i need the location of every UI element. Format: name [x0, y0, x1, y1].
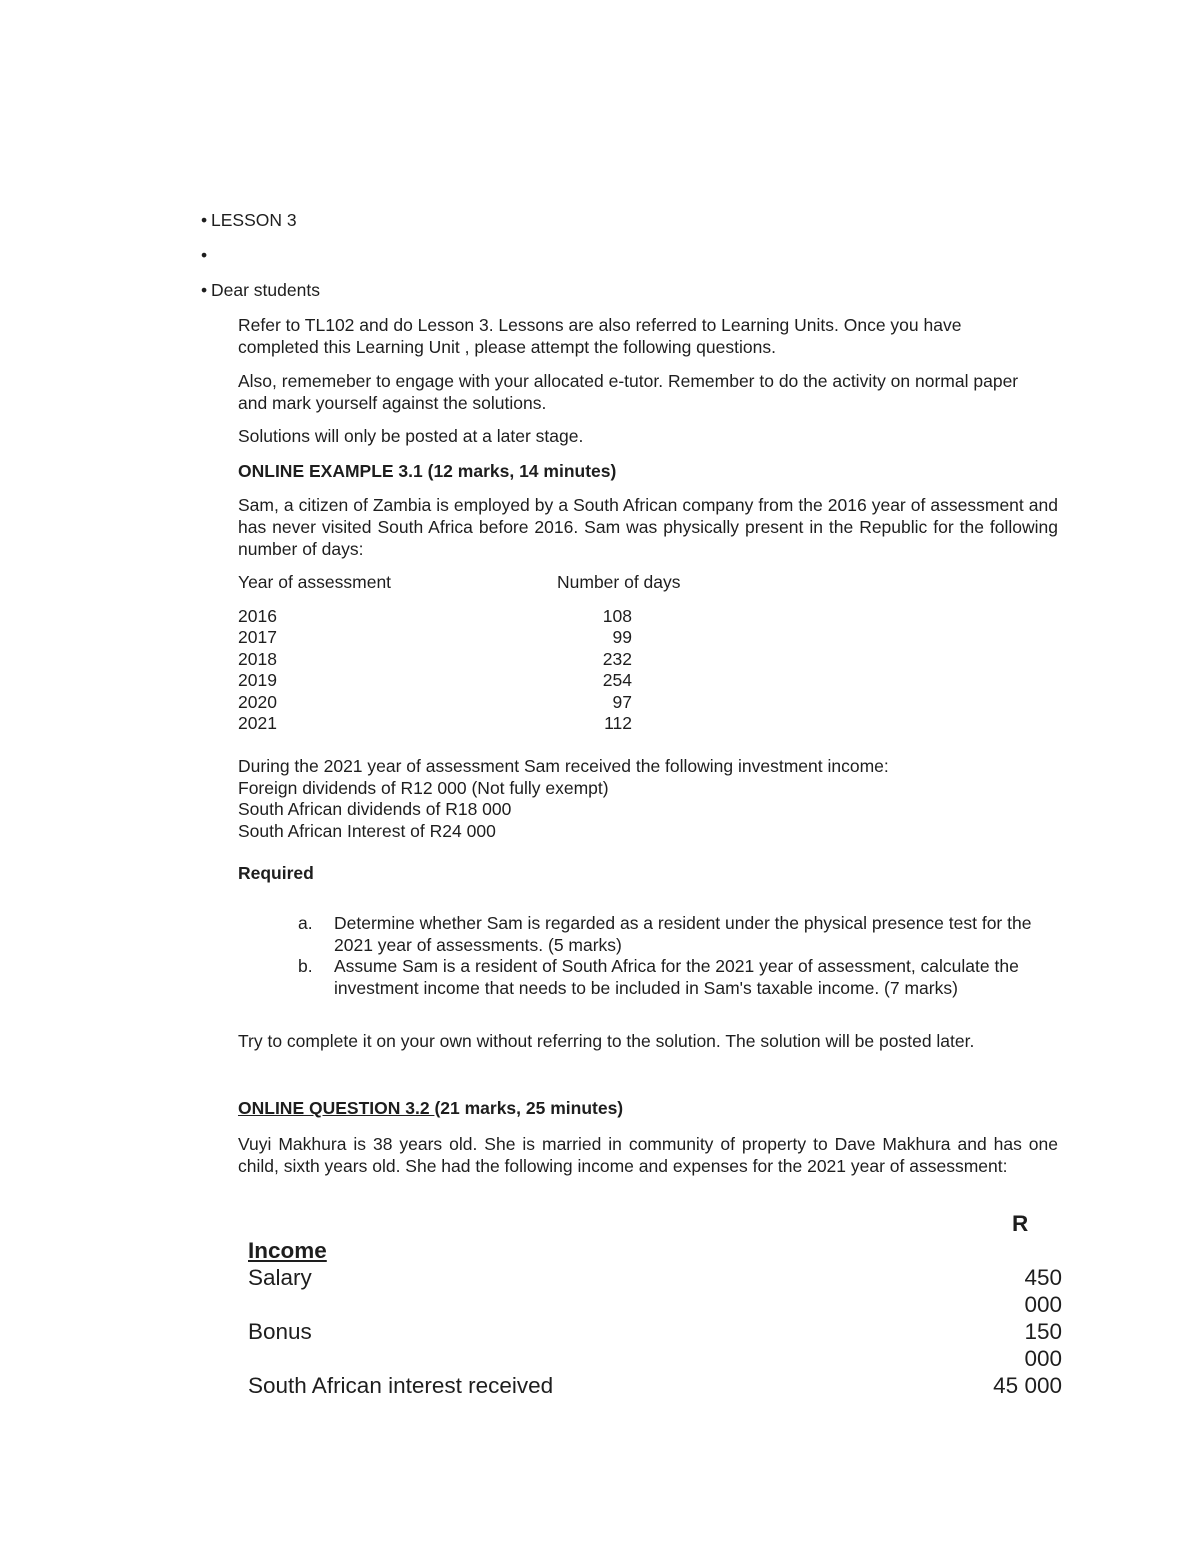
- list-letter: b.: [298, 956, 313, 976]
- required-item-b: [298, 955, 1058, 999]
- question-heading: [238, 1098, 623, 1119]
- intro-paragraph-1: Refer to TL102 and do Lesson 3. Lessons are also referred to Learning Units. Once you have completed this Learning Unit , please attempt the following questions.: [238, 315, 962, 357]
- item-amount: 45 000: [993, 1373, 1062, 1398]
- bullet-greeting: [201, 280, 320, 301]
- item-label-salary: Salary: [248, 1265, 312, 1290]
- question-heading-underlined: ONLINE QUESTION 3.2: [238, 1098, 435, 1118]
- col-header-year: Year of assessment: [238, 572, 392, 592]
- table-cell-year: 2019: [238, 670, 277, 690]
- table-cell-days: 254: [602, 670, 632, 690]
- intro-paragraph-3: Solutions will only be posted at a later stage.: [238, 426, 584, 446]
- table-cell-year: 2016: [238, 606, 277, 626]
- item-label-bonus: Bonus: [248, 1319, 312, 1344]
- try-instruction: Try to complete it on your own without referring to the solution. The solution will be posted later.: [238, 1031, 975, 1051]
- table-cell-year: 2020: [238, 692, 277, 712]
- intro-paragraph-2: Also, rememeber to engage with your allocated e-tutor. Remember to do the activity on normal paper and mark yourself against the solutions.: [238, 371, 1019, 413]
- example-body: Sam, a citizen of Zambia is employed by a South African company from the 2016 year of assessment and has never visited South Africa before 2016. Sam was physically present in the Republic for the following number of days:: [238, 495, 1058, 559]
- question-heading-marks: (21 marks, 25 minutes): [434, 1098, 624, 1118]
- item-amount: 150: [1024, 1319, 1062, 1344]
- greeting: Dear students: [211, 280, 320, 300]
- table-cell-year: 2018: [238, 649, 277, 669]
- income-line: South African dividends of R18 000: [238, 799, 512, 819]
- income-line: Foreign dividends of R12 000 (Not fully exempt): [238, 778, 609, 798]
- required-label: Required: [238, 863, 314, 883]
- income-heading: Income: [248, 1238, 327, 1263]
- item-amount: 450: [1024, 1265, 1062, 1290]
- bullet-empty: [201, 245, 211, 266]
- lesson-title: LESSON 3: [211, 210, 297, 230]
- item-label-interest: South African interest received: [248, 1373, 554, 1398]
- table-cell-year: 2017: [238, 627, 277, 647]
- required-item-a: [298, 912, 1058, 956]
- bullet-icon: •: [201, 210, 208, 230]
- example-heading: ONLINE EXAMPLE 3.1 (12 marks, 14 minutes): [238, 461, 617, 481]
- bullet-icon: •: [201, 245, 208, 265]
- table-cell-year: 2021: [238, 713, 277, 733]
- list-text: Determine whether Sam is regarded as a resident under the physical presence test for the 2021 year of assessments. (5 marks): [334, 913, 1032, 955]
- income-line: South African Interest of R24 000: [238, 821, 496, 841]
- table-cell-days: 232: [602, 649, 632, 669]
- list-letter: a.: [298, 913, 313, 933]
- list-text: Assume Sam is a resident of South Africa for the 2021 year of assessment, calculate the investment income that needs to be included in Sam's taxable income. (7 marks): [334, 956, 1019, 998]
- bullet-lesson: [201, 210, 297, 231]
- income-intro: During the 2021 year of assessment Sam received the following investment income:: [238, 756, 889, 776]
- currency-header: R: [1012, 1211, 1029, 1236]
- bullet-icon: •: [201, 280, 208, 300]
- table-cell-days: 112: [604, 713, 632, 733]
- table-cell-days: 97: [612, 692, 632, 712]
- question-body: Vuyi Makhura is 38 years old. She is married in community of property to Dave Makhura and has one child, sixth years old. She had the following income and expenses for the 2021 year of assessment:: [238, 1134, 1058, 1176]
- table-cell-days: 108: [602, 606, 632, 626]
- col-header-days: Number of days: [557, 572, 681, 592]
- table-cell-days: 99: [612, 627, 632, 647]
- item-amount-cont: 000: [1024, 1346, 1062, 1371]
- item-amount-cont: 000: [1024, 1292, 1062, 1317]
